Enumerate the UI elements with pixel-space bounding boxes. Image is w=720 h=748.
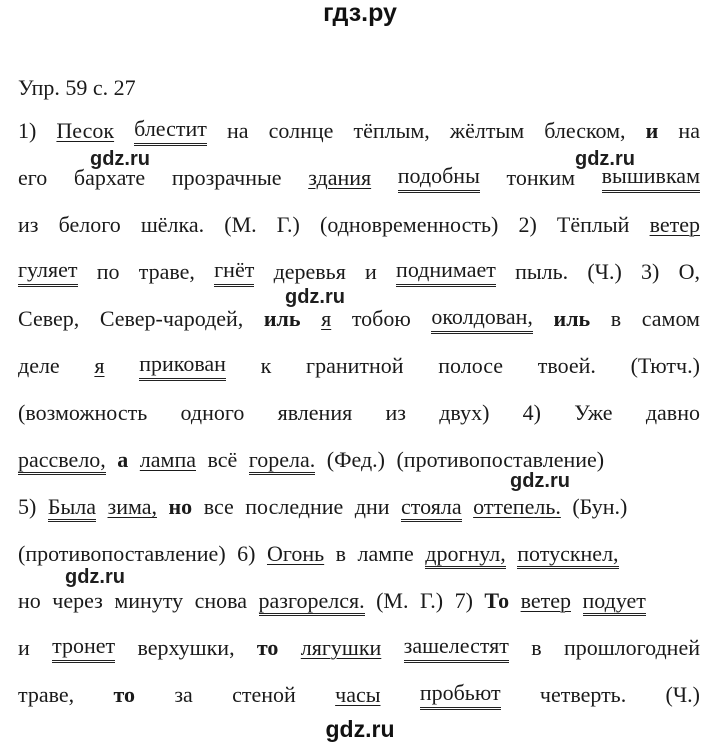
subject-word: оттепель. xyxy=(473,494,561,519)
word: прозрачные xyxy=(171,165,282,190)
word: четверть. xyxy=(539,682,627,707)
word: стеной xyxy=(232,682,296,707)
subject-word: Песок xyxy=(56,118,115,143)
word: Уже xyxy=(574,400,613,425)
conjunction-word: то xyxy=(113,682,136,707)
subject-word: зима, xyxy=(107,494,157,519)
word: 6) xyxy=(237,541,256,566)
predicate-word: прикован xyxy=(139,351,226,381)
word: траве, xyxy=(138,259,195,284)
word: всё xyxy=(207,447,238,472)
word: пыль. xyxy=(515,259,569,284)
predicate-word: гуляет xyxy=(18,257,78,287)
word: его xyxy=(18,165,48,190)
predicate-word: потускнел, xyxy=(517,541,618,569)
conjunction-word: То xyxy=(484,588,510,613)
watermark: gdz.ru xyxy=(575,148,635,170)
predicate-word: околдован, xyxy=(431,304,533,334)
word: последние xyxy=(245,494,344,519)
word: двух) xyxy=(439,400,490,425)
word: (М. xyxy=(376,588,409,613)
predicate-word: подобны xyxy=(398,163,480,193)
word: полосе xyxy=(438,353,504,378)
word: давно xyxy=(645,400,700,425)
exercise-title: Упр. 59 с. 27 xyxy=(18,75,136,100)
text-line-5 xyxy=(18,304,700,334)
word: Тёплый xyxy=(556,212,630,237)
word: и xyxy=(365,259,377,284)
conjunction-word: и xyxy=(645,118,659,143)
word: (Фед.) xyxy=(326,447,385,472)
word: твоей. xyxy=(537,353,596,378)
word: (М. xyxy=(224,212,257,237)
word: (Бун.) xyxy=(572,494,628,519)
word: через xyxy=(52,588,103,613)
text-line-4 xyxy=(18,257,700,287)
word: Север, xyxy=(18,306,80,331)
word: из xyxy=(18,212,39,237)
text-line-11 xyxy=(18,586,700,616)
predicate-word: гнёт xyxy=(214,257,254,287)
predicate-word: разгорелся. xyxy=(259,588,365,616)
text-line-7 xyxy=(18,398,700,428)
subject-word: лягушки xyxy=(300,635,382,660)
word: явления xyxy=(277,400,353,425)
site-header: гдз.ру xyxy=(323,0,397,27)
word: блеском, xyxy=(544,118,626,143)
conjunction-word: иль xyxy=(553,306,591,331)
word: шёлка. xyxy=(140,212,205,237)
conjunction-word: но xyxy=(168,494,193,519)
word: солнце xyxy=(268,118,334,143)
predicate-word: поднимает xyxy=(396,257,496,287)
word: но xyxy=(18,588,41,613)
word: 3) xyxy=(641,259,660,284)
subject-word: лампа xyxy=(139,447,196,472)
word: О, xyxy=(678,259,700,284)
word: минуту xyxy=(114,588,184,613)
word: траве, xyxy=(18,682,75,707)
word: тобою xyxy=(351,306,411,331)
watermark: gdz.ru xyxy=(65,566,125,588)
word: (Ч.) xyxy=(665,682,700,707)
word: одного xyxy=(180,400,245,425)
predicate-word: горела. xyxy=(249,447,315,475)
word: тонким xyxy=(506,165,576,190)
word: деревья xyxy=(273,259,346,284)
predicate-word: подует xyxy=(583,588,646,616)
text-line-6 xyxy=(18,351,700,381)
text-line-8 xyxy=(18,445,700,475)
word: верхушки, xyxy=(137,635,235,660)
word: бархате xyxy=(73,165,146,190)
predicate-word: вышивкам xyxy=(602,163,700,193)
subject-word: здания xyxy=(308,165,372,190)
predicate-word: дрогнул, xyxy=(425,541,506,569)
word: 4) xyxy=(522,400,541,425)
word: 1) xyxy=(18,118,37,143)
word: жёлтым xyxy=(449,118,525,143)
subject-word: я xyxy=(321,306,332,331)
word: белого xyxy=(58,212,121,237)
word: (возможность xyxy=(18,400,148,425)
predicate-word: Была xyxy=(48,494,96,522)
subject-word: ветер xyxy=(649,212,700,237)
site-footer: gdz.ru xyxy=(325,716,395,742)
word: (Ч.) xyxy=(587,259,622,284)
word: на xyxy=(226,118,249,143)
text-line-10 xyxy=(18,539,700,569)
word: дни xyxy=(354,494,390,519)
word: деле xyxy=(18,353,60,378)
word: (противопоставление) xyxy=(396,447,605,472)
watermark: gdz.ru xyxy=(510,470,570,492)
word: 7) xyxy=(454,588,473,613)
word: (противопоставление) xyxy=(18,541,226,566)
word: 5) xyxy=(18,494,37,519)
word: в xyxy=(335,541,347,566)
watermark: gdz.ru xyxy=(285,286,345,308)
word: к xyxy=(260,353,272,378)
text-line-1 xyxy=(18,116,700,146)
subject-word: ветер xyxy=(520,588,571,613)
word: Север-чародей, xyxy=(99,306,244,331)
subject-word: Огонь xyxy=(266,541,325,566)
word: 2) xyxy=(518,212,537,237)
word: за xyxy=(174,682,193,707)
text-line-3 xyxy=(18,210,700,240)
subject-word: часы xyxy=(335,682,381,707)
predicate-word: блестит xyxy=(134,116,207,146)
word: тёплым, xyxy=(353,118,430,143)
word: из xyxy=(385,400,406,425)
word: снова xyxy=(194,588,248,613)
word: (одновременность) xyxy=(320,212,499,237)
word: Г.) xyxy=(276,212,300,237)
word: гранитной xyxy=(306,353,404,378)
word: в xyxy=(610,306,622,331)
text-line-12 xyxy=(18,633,700,663)
predicate-word: пробьют xyxy=(420,680,501,710)
conjunction-word: а xyxy=(117,447,129,472)
word: (Тютч.) xyxy=(630,353,700,378)
word: в xyxy=(531,635,542,660)
word: по xyxy=(96,259,120,284)
predicate-word: стояла xyxy=(401,494,462,522)
word: лампе xyxy=(357,541,414,566)
predicate-word: зашелестят xyxy=(404,633,509,663)
watermark: gdz.ru xyxy=(90,148,150,170)
subject-word: я xyxy=(94,353,105,378)
conjunction-word: то xyxy=(256,635,279,660)
text-line-13 xyxy=(18,680,700,710)
conjunction-word: иль xyxy=(263,306,301,331)
word: все xyxy=(203,494,234,519)
word: и xyxy=(18,635,30,660)
predicate-word: рассвело, xyxy=(18,447,106,475)
word: самом xyxy=(641,306,700,331)
word: Г.) xyxy=(420,588,444,613)
text-line-9 xyxy=(18,492,700,522)
word: прошлогодней xyxy=(563,635,700,660)
word: на xyxy=(678,118,700,143)
predicate-word: тронет xyxy=(52,633,115,663)
